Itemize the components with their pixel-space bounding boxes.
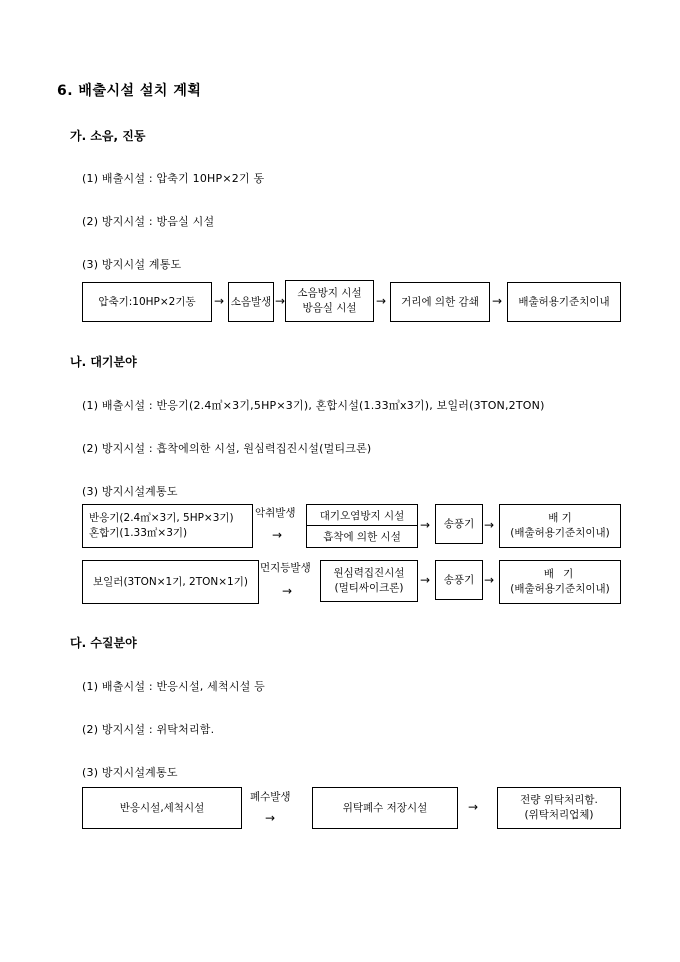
air-flow1-fan-text: 송풍기 <box>443 517 475 530</box>
arrow-icon: → <box>265 811 276 825</box>
arrow-icon: → <box>420 518 431 532</box>
air-flow2-output <box>499 560 621 604</box>
arrow-icon: → <box>376 294 387 308</box>
noise-flow-noise <box>228 282 274 322</box>
air-flow1-label: 악취발생 <box>255 507 296 519</box>
water-flow-label: 폐수발생 <box>250 791 291 803</box>
arrow-icon: → <box>420 573 431 587</box>
water-flow-source <box>82 787 242 829</box>
air-flow1-source-line2: 혼합기(1.33㎥×3기) <box>89 527 188 539</box>
air-flow2-control-line2: (멀티싸이크론) <box>334 582 404 594</box>
air-flow2-source <box>82 560 259 604</box>
air-item-1: (1) 배출시설 : 반응기(2.4㎥×3기,5HP×3기), 혼합시설(1.33㎥x3기), 보일러(3TON,2TON) <box>82 399 545 412</box>
water-flow-output-line1: 전량 위탁처리함. <box>520 794 598 806</box>
air-flow1-output-line2: (배출허용기준치이내) <box>510 527 610 539</box>
noise-flow-control-line2: 방음실 시설 <box>302 302 357 314</box>
air-flow1-control-bottom: 흡착에 의한 시설 <box>323 531 401 543</box>
air-flow2-fan-text: 송풍기 <box>443 573 475 586</box>
water-item-1: (1) 배출시설 : 반응시설, 세척시설 등 <box>82 680 266 693</box>
air-item-2: (2) 방지시설 : 흡착에의한 시설, 원심력집진시설(멀티크론) <box>82 442 372 455</box>
air-flow2-source-text: 보일러(3TON×1기, 2TON×1기) <box>93 575 248 588</box>
noise-flow-distance-text: 거리에 의한 감쇄 <box>401 295 479 308</box>
arrow-icon: → <box>484 573 495 587</box>
arrow-icon: → <box>492 294 503 308</box>
air-flow1-control <box>306 504 418 548</box>
water-flow-storage-text: 위탁폐수 저장시설 <box>342 801 428 814</box>
water-flow-storage <box>312 787 458 829</box>
air-flow1-fan <box>435 504 483 544</box>
arrow-icon: → <box>275 294 286 308</box>
air-flow2-label: 먼지등발생 <box>260 562 311 574</box>
section-heading-water: 다. 수질분야 <box>70 636 137 650</box>
air-flow1-output-line1: 배 기 <box>548 512 572 524</box>
noise-flow-control-line1: 소음방지 시설 <box>297 287 362 299</box>
water-flow-output-line2: (위탁처리업체) <box>524 809 594 821</box>
noise-item-2: (2) 방지시설 : 방음실 시설 <box>82 215 215 228</box>
arrow-icon: → <box>272 528 283 542</box>
section-heading-air: 나. 대기분야 <box>70 355 137 369</box>
page-title: 6. 배출시설 설치 계획 <box>57 83 202 99</box>
noise-flow-distance <box>390 282 490 322</box>
air-flow1-control-top: 대기오염방지 시설 <box>307 505 417 526</box>
noise-flow-noise-text: 소음발생 <box>230 295 272 308</box>
arrow-icon: → <box>484 518 495 532</box>
water-flow-source-text: 반응시설,세척시설 <box>119 801 205 814</box>
air-flow1-source <box>82 504 253 548</box>
section-heading-noise: 가. 소음, 진동 <box>70 129 146 143</box>
arrow-icon: → <box>214 294 225 308</box>
noise-flow-control <box>285 280 374 322</box>
noise-item-3: (3) 방지시설 계통도 <box>82 258 182 271</box>
water-item-3: (3) 방지시설계통도 <box>82 766 178 779</box>
air-flow1-output <box>499 504 621 548</box>
air-flow2-output-line2: (배출허용기준치이내) <box>510 583 610 595</box>
arrow-icon: → <box>468 800 479 814</box>
water-item-2: (2) 방지시설 : 위탁처리함. <box>82 723 215 736</box>
noise-flow-compressor-text: 압축기:10HP×2기동 <box>98 295 196 308</box>
water-flow-output <box>497 787 621 829</box>
air-flow2-control <box>320 560 418 602</box>
air-flow2-control-line1: 원심력집진시설 <box>333 567 405 579</box>
noise-flow-output <box>507 282 621 322</box>
air-flow1-source-line1: 반응기(2.4㎥×3기, 5HP×3기) <box>89 512 234 524</box>
noise-item-1: (1) 배출시설 : 압축기 10HP×2기 동 <box>82 172 265 185</box>
air-flow2-output-line1: 배 기 <box>543 568 577 580</box>
noise-flow-compressor <box>82 282 212 322</box>
noise-flow-output-text: 배출허용기준치이내 <box>518 295 610 308</box>
arrow-icon: → <box>282 584 293 598</box>
air-item-3: (3) 방지시설계통도 <box>82 485 178 498</box>
air-flow2-fan <box>435 560 483 600</box>
